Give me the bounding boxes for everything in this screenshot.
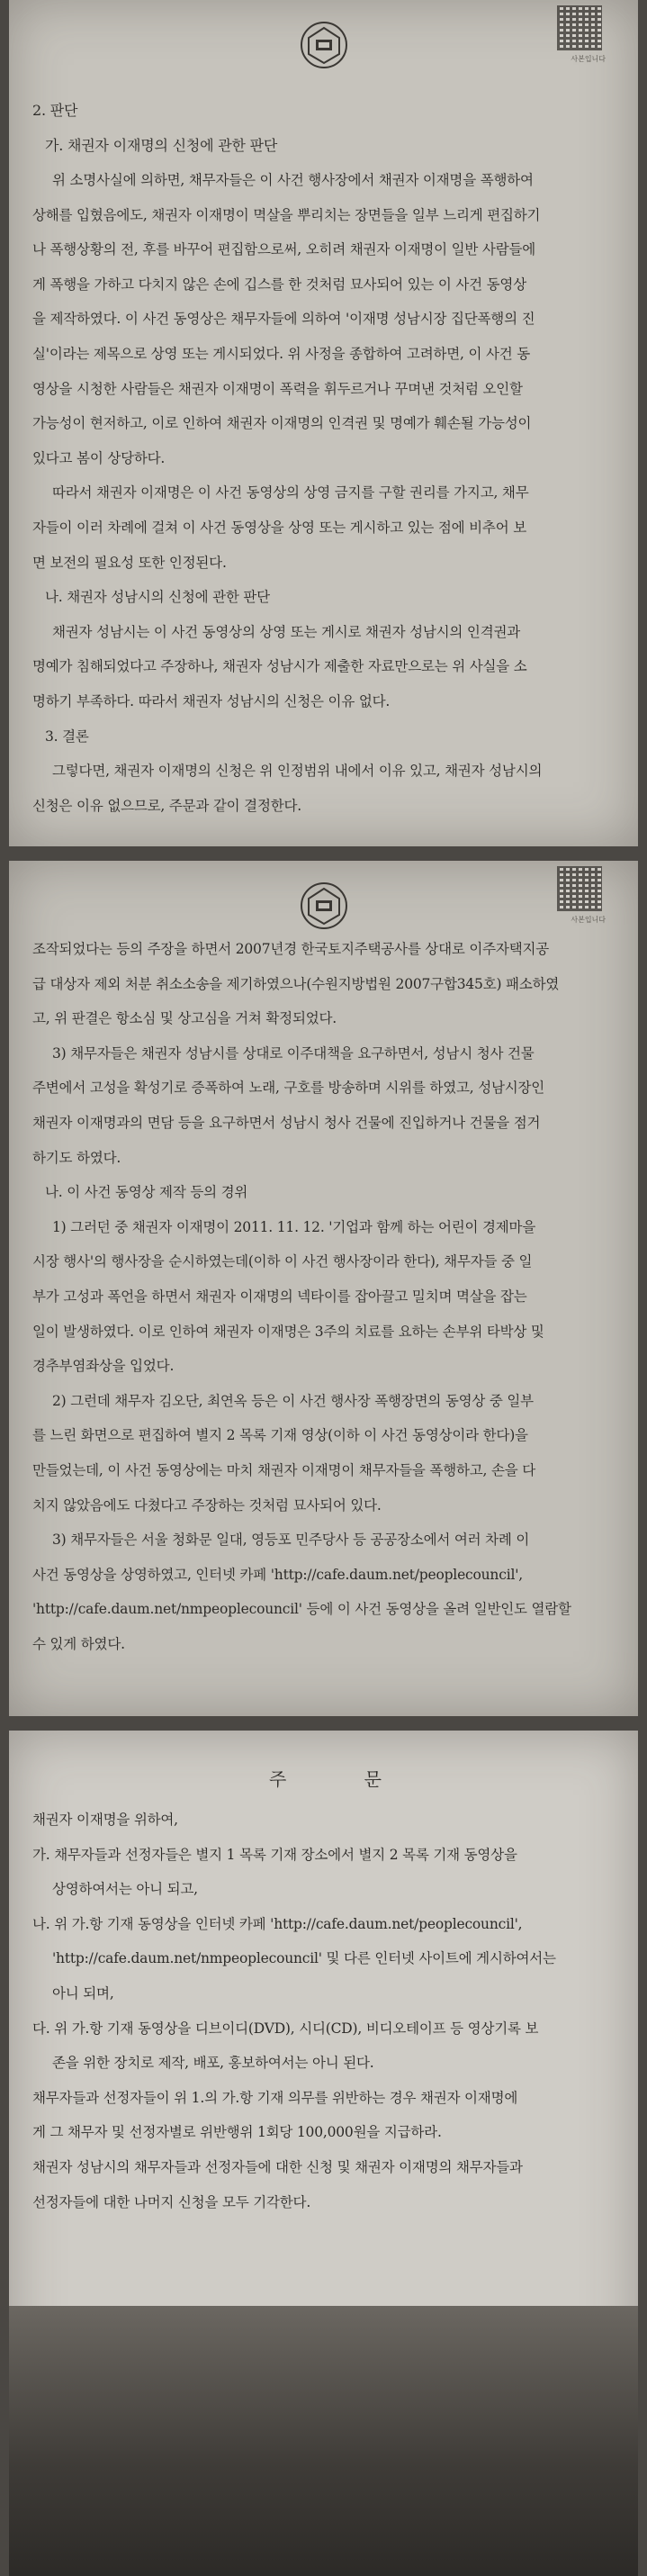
paragraph-line: 상해를 입혔음에도, 채권자 이재명이 멱살을 뿌리치는 장면들을 일부 느리게 편집하기 <box>32 206 541 223</box>
paragraph-line: 'http://cafe.daum.net/nmpeoplecouncil' 등에 이 사건 동영상을 올려 일반인도 열람할 <box>32 1601 571 1618</box>
paragraph-line: 명예가 침해되었다고 주장하나, 채권자 성남시가 제출한 자료만으로는 위 사실을 소 <box>32 658 527 675</box>
paragraph-line: 면 보전의 필요성 또한 인정된다. <box>32 554 227 571</box>
paragraph-line: 2) 그런데 채무자 김오단, 최연옥 등은 이 사건 행사장 폭행장면의 동영상 중 일부 <box>52 1392 534 1409</box>
paragraph-line: 일이 발생하였다. 이로 인하여 채권자 이재명은 3주의 치료를 요하는 손부위 타박상 및 <box>32 1323 544 1340</box>
paragraph-line: 실'이라는 제목으로 상영 또는 게시되었다. 위 사정을 종합하여 고려하면, 이 사건 동 <box>32 345 531 362</box>
court-seal-icon <box>299 881 349 931</box>
photo-background <box>9 2306 638 2576</box>
paragraph-line: 조작되었다는 등의 주장을 하면서 2007년경 한국토지주택공사를 상대로 이주자택지공 <box>32 941 550 957</box>
order-line: 가. 채무자들과 선정자들은 별지 1 목록 기재 장소에서 별지 2 목록 기재 동영상을 <box>32 1846 517 1863</box>
order-line: 상영하여서는 아니 되고, <box>52 1881 198 1898</box>
order-line: 게 그 채무자 및 선정자별로 위반행위 1회당 100,000원을 지급하라. <box>32 2124 442 2141</box>
order-line: 채권자 이재명을 위하여, <box>32 1812 178 1828</box>
paragraph-line: 채권자 이재명과의 면담 등을 요구하면서 성남시 청사 건물에 진입하거나 건물을 점거 <box>32 1114 541 1131</box>
paragraph-line: 영상을 시청한 사람들은 채권자 이재명이 폭력을 휘두르거나 꾸며낸 것처럼 오인할 <box>32 380 523 397</box>
order-line: 'http://cafe.daum.net/nmpeoplecouncil' 및 다른 인터넷 사이트에 게시하여서는 <box>52 1950 556 1967</box>
paragraph-line: 경추부염좌상을 입었다. <box>32 1358 175 1375</box>
order-line: 존을 위한 장치로 제작, 배포, 홍보하여서는 아니 된다. <box>52 2055 374 2072</box>
order-line: 채무자들과 선정자들이 위 1.의 가.항 기재 의무를 위반하는 경우 채권자 이재명에 <box>32 2089 518 2106</box>
paragraph-line: 급 대상자 제외 처분 취소소송을 제기하였으나(수원지방법원 2007구합345호) 패소하였 <box>32 975 560 992</box>
document-page-2 <box>9 861 638 1716</box>
subsection-heading: 가. 채권자 이재명의 신청에 관한 판단 <box>45 137 278 154</box>
document-page-3 <box>9 1731 638 2576</box>
document-page-1 <box>9 0 638 846</box>
paragraph-line: 사건 동영상을 상영하였고, 인터넷 카페 'http://cafe.daum.net/peoplecouncil', <box>32 1566 523 1583</box>
order-title: 주 문 <box>269 1768 418 1790</box>
paragraph-line: 그렇다면, 채권자 이재명의 신청은 위 인정범위 내에서 이유 있고, 채권자 성남시의 <box>52 763 543 780</box>
order-line: 아니 되며, <box>52 1984 114 2002</box>
paragraph-line: 채권자 성남시는 이 사건 동영상의 상영 또는 게시로 채권자 성남시의 인격권과 <box>52 623 521 640</box>
order-line: 선정자들에 대한 나머지 신청을 모두 기각한다. <box>32 2193 311 2210</box>
section-heading: 2. 판단 <box>32 102 78 119</box>
paragraph-line: 나 폭행상황의 전, 후를 바꾸어 편집함으로써, 오히려 채권자 이재명이 일반 사람들에 <box>32 241 536 258</box>
paragraph-line: 게 폭행을 가하고 다치지 않은 손에 깁스를 한 것처럼 묘사되어 있는 이 사건 동영상 <box>32 276 526 293</box>
paragraph-line: 3) 채무자들은 서울 청화문 일대, 영등포 민주당사 등 공공장소에서 여러 차례 이 <box>52 1532 530 1549</box>
paragraph-line: 1) 그러던 중 채권자 이재명이 2011. 11. 12. '기업과 함께 하는 어린이 경제마을 <box>52 1218 536 1235</box>
section-heading: 3. 결론 <box>45 728 89 745</box>
subsection-heading: 나. 이 사건 동영상 제작 등의 경위 <box>45 1184 248 1201</box>
paragraph-line: 고, 위 판결은 항소심 및 상고심을 거쳐 확정되었다. <box>32 1010 337 1027</box>
page-3-body <box>32 1756 618 2228</box>
qr-code-icon <box>557 5 602 50</box>
paragraph-line: 을 제작하였다. 이 사건 동영상은 채무자들에 의하여 '이재명 성남시장 집단폭행의 진 <box>32 311 535 328</box>
court-seal-icon <box>299 20 349 70</box>
page-1-body <box>32 101 618 831</box>
paragraph-line: 명하기 부족하다. 따라서 채권자 성남시의 신청은 이유 없다. <box>32 692 391 710</box>
qr-caption: 사본입니다 <box>571 916 606 924</box>
page-2-body <box>32 940 618 1669</box>
order-line: 채권자 성남시의 채무자들과 선정자들에 대한 신청 및 채권자 이재명의 채무자들과 <box>32 2158 523 2175</box>
order-line: 다. 위 가.항 기재 동영상을 디브이디(DVD), 시디(CD), 비디오테이프 등 영상기록 보 <box>32 2020 539 2037</box>
paragraph-line: 위 소명사실에 의하면, 채무자들은 이 사건 행사장에서 채권자 이재명을 폭행하여 <box>52 172 534 188</box>
paragraph-line: 하기도 하였다. <box>32 1149 121 1166</box>
paragraph-line: 치지 않았음에도 다쳤다고 주장하는 것처럼 묘사되어 있다. <box>32 1496 382 1514</box>
paragraph-line: 부가 고성과 폭언을 하면서 채권자 이재명의 넥타이를 잡아끌고 밀치며 멱살을 잡는 <box>32 1288 527 1305</box>
paragraph-line: 따라서 채권자 이재명은 이 사건 동영상의 상영 금지를 구할 권리를 가지고, 채무 <box>52 484 529 502</box>
paragraph-line: 신청은 이유 없으므로, 주문과 같이 결정한다. <box>32 797 302 814</box>
paragraph-line: 3) 채무자들은 채권자 성남시를 상대로 이주대책을 요구하면서, 성남시 청사 건물 <box>52 1044 535 1062</box>
paragraph-line: 만들었는데, 이 사건 동영상에는 마치 채권자 이재명이 채무자들을 폭행하고, 손을 다 <box>32 1461 536 1478</box>
qr-caption: 사본입니다 <box>571 55 606 63</box>
paragraph-line: 있다고 봄이 상당하다. <box>32 449 166 466</box>
paragraph-line: 시장 행사'의 행사장을 순시하였는데(이하 이 사건 행사장이라 한다), 채무자들 중 일 <box>32 1253 533 1270</box>
paragraph-line: 자들이 이러 차례에 걸쳐 이 사건 동영상을 상영 또는 게시하고 있는 점에 비추어 보 <box>32 519 526 536</box>
paragraph-line: 주변에서 고성을 확성기로 증폭하여 노래, 구호를 방송하며 시위를 하였고, 성남시장인 <box>32 1080 545 1097</box>
qr-code-icon <box>557 866 602 911</box>
subsection-heading: 나. 채권자 성남시의 신청에 관한 판단 <box>45 589 270 606</box>
paragraph-line: 가능성이 현저하고, 이로 인하여 채권자 이재명의 인격권 및 명예가 훼손될 가능성이 <box>32 415 532 432</box>
paragraph-line: 를 느린 화면으로 편집하여 별지 2 목록 기재 영상(이하 이 사건 동영상이라 한다)을 <box>32 1427 528 1444</box>
order-line: 나. 위 가.항 기재 동영상을 인터넷 카페 'http://cafe.daum.net/peoplecouncil', <box>32 1915 523 1932</box>
paragraph-line: 수 있게 하였다. <box>32 1635 125 1652</box>
